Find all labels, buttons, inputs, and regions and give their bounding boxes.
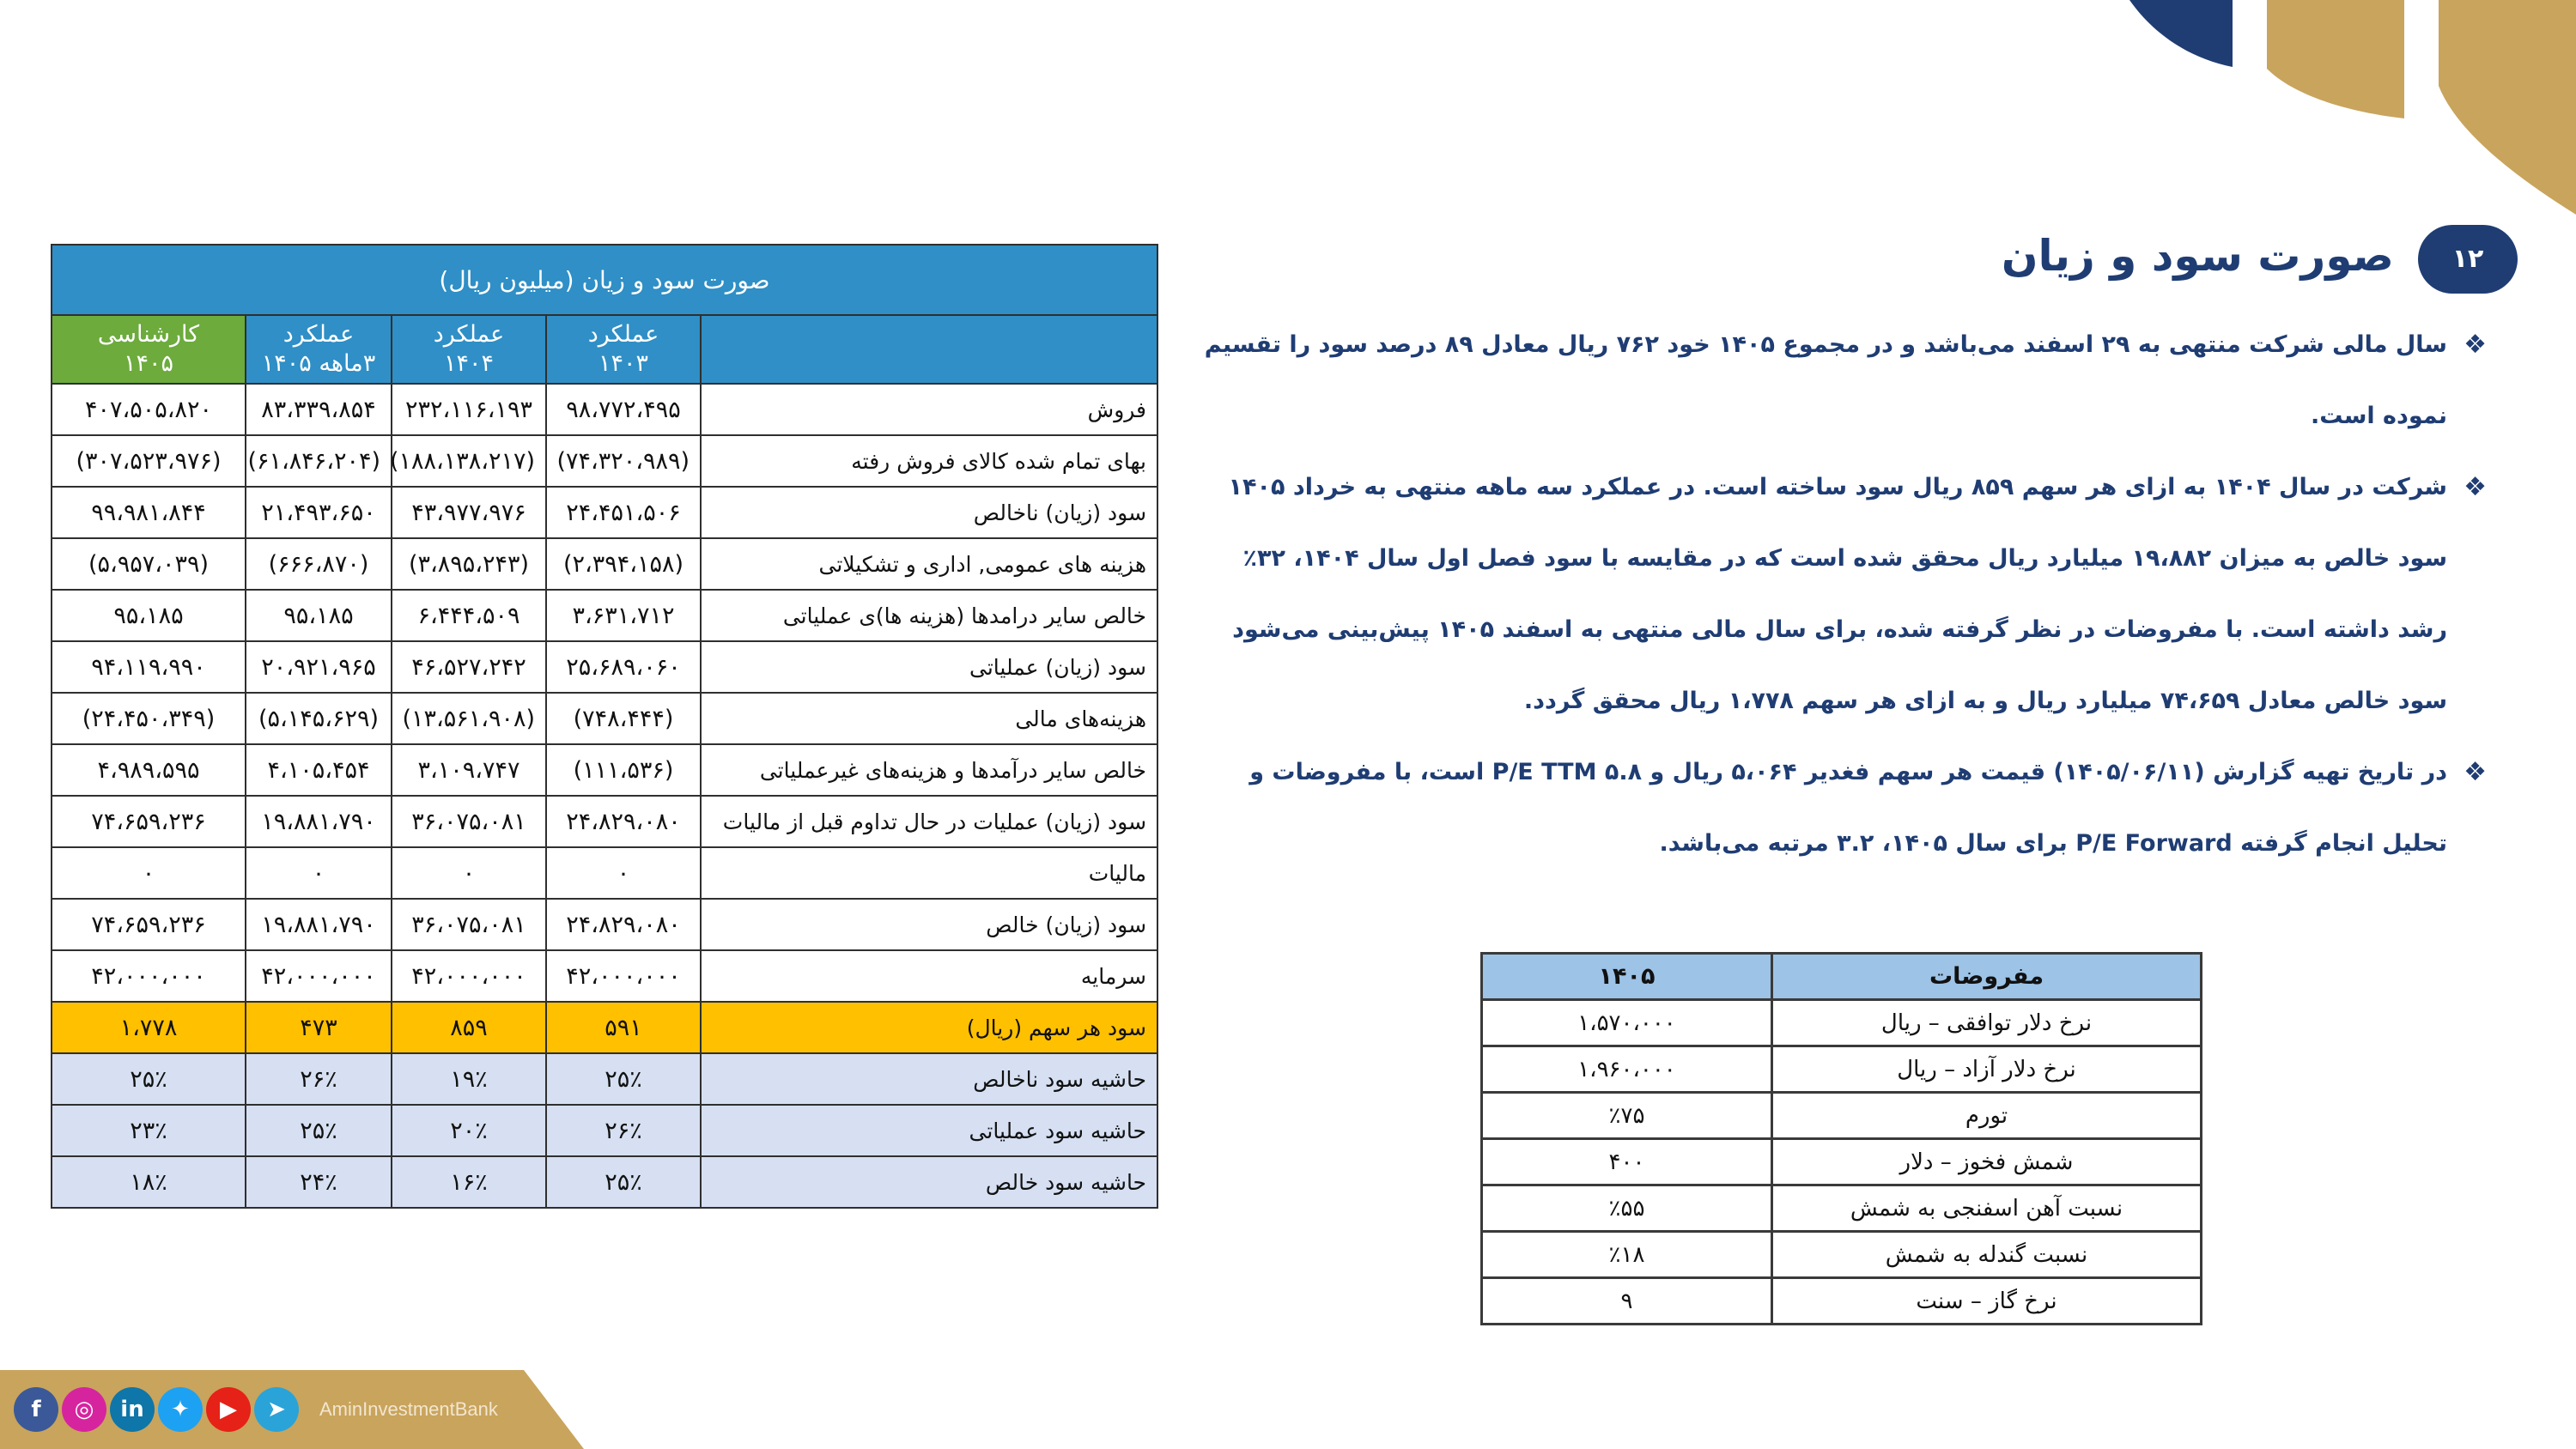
bullet-text: شرکت در سال ۱۴۰۴ به ازای هر سهم ۸۵۹ ریال سود ساخته است. در عملکرد سه ماهه منتهی به خرداد ۱۴۰۵ سود خالص به میزان ۱۹،۸۸۲ میلیارد ریال محقق شده است که در مقایسه با سود فصل اول سال ۱۴۰۴، ۳۲٪ رشد داشته است. با مفروضات در نظر گرفته شده، برای سال مالی منتهی به اسفند ۱۴۰۵ پیش‌بینی می‌شود سود خالص معادل ۷۴،۶۵۹ میلیارد ریال و به ازای هر سهم ۱،۷۷۸ ریال محقق گردد. bbox=[1228, 474, 2447, 714]
row-label: سود (زیان) خالص bbox=[701, 899, 1157, 950]
social-links bbox=[14, 1384, 498, 1435]
row-label: هزینه های عمومی, اداری و تشکیلاتی bbox=[701, 538, 1157, 590]
bullet-item bbox=[1194, 309, 2487, 452]
column-header-1404: عملکرد ۱۴۰۴ bbox=[392, 315, 546, 384]
table-row bbox=[52, 1156, 1157, 1208]
social-handle: AminInvestmentBank bbox=[319, 1398, 498, 1420]
value-cell: ۸۵۹ bbox=[392, 1002, 546, 1053]
table-row bbox=[52, 899, 1157, 950]
value-cell: ۴۲،۰۰۰،۰۰۰ bbox=[246, 950, 392, 1002]
assumption-row bbox=[1482, 1278, 2202, 1325]
table-row bbox=[52, 1053, 1157, 1105]
value-cell: ۴۲،۰۰۰،۰۰۰ bbox=[392, 950, 546, 1002]
column-header-1403: عملکرد ۱۴۰۳ bbox=[546, 315, 701, 384]
bullet-item bbox=[1194, 737, 2487, 879]
value-cell: ۰ bbox=[246, 847, 392, 899]
row-label: حاشیه سود ناخالص bbox=[701, 1053, 1157, 1105]
income-table-title: صورت سود و زیان (میلیون ریال) bbox=[52, 245, 1157, 315]
table-row bbox=[52, 590, 1157, 641]
assumption-label: تورم bbox=[1772, 1093, 2202, 1139]
row-label: سرمایه bbox=[701, 950, 1157, 1002]
row-label: حاشیه سود خالص bbox=[701, 1156, 1157, 1208]
row-label: بهای تمام شده کالای فروش رفته bbox=[701, 435, 1157, 487]
table-row bbox=[52, 435, 1157, 487]
value-cell: ۴۲،۰۰۰،۰۰۰ bbox=[546, 950, 701, 1002]
assumption-row bbox=[1482, 1185, 2202, 1232]
row-label: حاشیه سود عملیاتی bbox=[701, 1105, 1157, 1156]
value-cell: ۰ bbox=[546, 847, 701, 899]
assumption-row bbox=[1482, 1232, 2202, 1278]
value-cell: ۹۵،۱۸۵ bbox=[52, 590, 246, 641]
bullet-text: سال مالی شرکت منتهی به ۲۹ اسفند می‌باشد و در مجموع ۱۴۰۵ خود ۷۶۲ ریال معادل ۸۹ درصد سود را تقسیم نموده است. bbox=[1204, 331, 2447, 429]
value-cell: ۴۰۷،۵۰۵،۸۲۰ bbox=[52, 384, 246, 435]
page-header bbox=[1745, 221, 2518, 299]
value-cell: ۲۱،۴۹۳،۶۵۰ bbox=[246, 487, 392, 538]
telegram-icon[interactable]: ➤ bbox=[254, 1387, 299, 1432]
value-cell: ۲۴٪ bbox=[246, 1156, 392, 1208]
row-label: مالیات bbox=[701, 847, 1157, 899]
twitter-icon[interactable]: ✦ bbox=[158, 1387, 203, 1432]
table-row bbox=[52, 847, 1157, 899]
value-cell: (۱۸۸،۱۳۸،۲۱۷) bbox=[392, 435, 546, 487]
income-statement-table bbox=[51, 244, 1158, 1209]
value-cell: (۲۴،۴۵۰،۳۴۹) bbox=[52, 693, 246, 744]
value-cell: ۷۴،۶۵۹،۲۳۶ bbox=[52, 899, 246, 950]
value-cell: ۰ bbox=[52, 847, 246, 899]
value-cell: ۹۴،۱۱۹،۹۹۰ bbox=[52, 641, 246, 693]
value-cell: (۱۱۱،۵۳۶) bbox=[546, 744, 701, 796]
table-row bbox=[52, 487, 1157, 538]
row-label: هزینه‌های مالی bbox=[701, 693, 1157, 744]
table-row bbox=[52, 744, 1157, 796]
value-cell: ۲۵٪ bbox=[546, 1156, 701, 1208]
assumption-value: ٪۱۸ bbox=[1482, 1232, 1772, 1278]
value-cell: ۲۴،۸۲۹،۰۸۰ bbox=[546, 899, 701, 950]
diamond-bullet-icon: ❖ bbox=[2464, 472, 2487, 502]
value-cell: (۳،۸۹۵،۲۴۳) bbox=[392, 538, 546, 590]
value-cell: ۹۵،۱۸۵ bbox=[246, 590, 392, 641]
assumption-label: نرخ دلار آزاد – ریال bbox=[1772, 1046, 2202, 1093]
value-cell: ۴،۱۰۵،۴۵۴ bbox=[246, 744, 392, 796]
value-cell: ۱۹،۸۸۱،۷۹۰ bbox=[246, 796, 392, 847]
value-cell: ۲۶٪ bbox=[246, 1053, 392, 1105]
value-cell: ۲۴،۴۵۱،۵۰۶ bbox=[546, 487, 701, 538]
table-row bbox=[52, 538, 1157, 590]
value-cell: ۲۴،۸۲۹،۰۸۰ bbox=[546, 796, 701, 847]
value-cell: ۵۹۱ bbox=[546, 1002, 701, 1053]
table-row bbox=[52, 693, 1157, 744]
table-row bbox=[52, 384, 1157, 435]
row-label: خالص سایر درآمدها و هزینه‌های غیرعملیاتی bbox=[701, 744, 1157, 796]
table-row bbox=[52, 950, 1157, 1002]
page-number-badge: ۱۲ bbox=[2418, 225, 2518, 294]
table-row bbox=[52, 1002, 1157, 1053]
value-cell: (۲،۳۹۴،۱۵۸) bbox=[546, 538, 701, 590]
value-cell: ۴۷۳ bbox=[246, 1002, 392, 1053]
value-cell: ۲۰،۹۲۱،۹۶۵ bbox=[246, 641, 392, 693]
corner-decoration bbox=[2129, 0, 2576, 215]
assumption-value: ٪۵۵ bbox=[1482, 1185, 1772, 1232]
value-cell: ۴۶،۵۲۷،۲۴۲ bbox=[392, 641, 546, 693]
value-cell: ۲۵،۶۸۹،۰۶۰ bbox=[546, 641, 701, 693]
assumption-label: شمش فخوز – دلار bbox=[1772, 1139, 2202, 1185]
page-title: صورت سود و زیان bbox=[2001, 231, 2394, 281]
assumption-label: نرخ گاز – سنت bbox=[1772, 1278, 2202, 1325]
table-row bbox=[52, 1105, 1157, 1156]
value-cell: ۲۳۲،۱۱۶،۱۹۳ bbox=[392, 384, 546, 435]
row-label: خالص سایر درامدها (هزینه ها)ی عملیاتی bbox=[701, 590, 1157, 641]
value-cell: ۷۴،۶۵۹،۲۳۶ bbox=[52, 796, 246, 847]
assumptions-table bbox=[1480, 952, 2202, 1325]
assumption-row bbox=[1482, 1000, 2202, 1046]
value-cell: ۱،۷۷۸ bbox=[52, 1002, 246, 1053]
assumption-label: نسبت آهن اسفنجی به شمش bbox=[1772, 1185, 2202, 1232]
value-cell: (۷۴،۳۲۰،۹۸۹) bbox=[546, 435, 701, 487]
facebook-icon[interactable]: f bbox=[14, 1387, 58, 1432]
assumption-value: ۴۰۰ bbox=[1482, 1139, 1772, 1185]
diamond-bullet-icon: ❖ bbox=[2464, 330, 2487, 360]
value-cell: ۲۳٪ bbox=[52, 1105, 246, 1156]
assumption-value: ٪۷۵ bbox=[1482, 1093, 1772, 1139]
value-cell: ۹۹،۹۸۱،۸۴۴ bbox=[52, 487, 246, 538]
value-cell: ۳۶،۰۷۵،۰۸۱ bbox=[392, 796, 546, 847]
value-cell: ۳۶،۰۷۵،۰۸۱ bbox=[392, 899, 546, 950]
value-cell: ۸۳،۳۳۹،۸۵۴ bbox=[246, 384, 392, 435]
bullet-item bbox=[1194, 452, 2487, 737]
value-cell: (۵،۹۵۷،۰۳۹) bbox=[52, 538, 246, 590]
value-cell: (۶۱،۸۴۶،۲۰۴) bbox=[246, 435, 392, 487]
value-cell: (۷۴۸،۴۴۴) bbox=[546, 693, 701, 744]
value-cell: ۰ bbox=[392, 847, 546, 899]
column-header-expert-1405: کارشناسی ۱۴۰۵ bbox=[52, 315, 246, 384]
row-label: سود (زیان) عملیاتی bbox=[701, 641, 1157, 693]
assumption-label: نرخ دلار توافقی – ریال bbox=[1772, 1000, 2202, 1046]
instagram-icon[interactable]: ◎ bbox=[62, 1387, 106, 1432]
bullet-text: در تاریخ تهیه گزارش (۱۴۰۵/۰۶/۱۱) قیمت هر سهم فغدیر ۵،۰۶۴ ریال و P/E TTM ۵.۸ است، با مفروضات و تحلیل انجام گرفته P/E Forward برای سال ۱۴۰۵، ۳.۲ مرتبه می‌باشد. bbox=[1249, 759, 2447, 857]
assumptions-header-year: ۱۴۰۵ bbox=[1482, 954, 1772, 1000]
value-cell: ۴۳،۹۷۷،۹۷۶ bbox=[392, 487, 546, 538]
value-cell: (۳۰۷،۵۲۳،۹۷۶) bbox=[52, 435, 246, 487]
diamond-bullet-icon: ❖ bbox=[2464, 757, 2487, 787]
assumption-row bbox=[1482, 1093, 2202, 1139]
assumption-row bbox=[1482, 1139, 2202, 1185]
value-cell: ۹۸،۷۷۲،۴۹۵ bbox=[546, 384, 701, 435]
assumption-value: ۱،۵۷۰،۰۰۰ bbox=[1482, 1000, 1772, 1046]
column-header-3m-1405: عملکرد ۳ماهه ۱۴۰۵ bbox=[246, 315, 392, 384]
value-cell: ۱۸٪ bbox=[52, 1156, 246, 1208]
value-cell: ۲۰٪ bbox=[392, 1105, 546, 1156]
value-cell: ۴۲،۰۰۰،۰۰۰ bbox=[52, 950, 246, 1002]
value-cell: ۱۶٪ bbox=[392, 1156, 546, 1208]
assumption-row bbox=[1482, 1046, 2202, 1093]
header-label-cell bbox=[701, 315, 1157, 384]
value-cell: ۲۵٪ bbox=[246, 1105, 392, 1156]
value-cell: (۵،۱۴۵،۶۲۹) bbox=[246, 693, 392, 744]
value-cell: ۶،۴۴۴،۵۰۹ bbox=[392, 590, 546, 641]
value-cell: ۱۹،۸۸۱،۷۹۰ bbox=[246, 899, 392, 950]
assumptions-header-label: مفروضات bbox=[1772, 954, 2202, 1000]
row-label: فروش bbox=[701, 384, 1157, 435]
row-label: سود هر سهم (ریال) bbox=[701, 1002, 1157, 1053]
table-row bbox=[52, 796, 1157, 847]
row-label: سود (زیان) عملیات در حال تداوم قبل از مالیات bbox=[701, 796, 1157, 847]
assumption-value: ۱،۹۶۰،۰۰۰ bbox=[1482, 1046, 1772, 1093]
value-cell: ۲۶٪ bbox=[546, 1105, 701, 1156]
linkedin-icon[interactable]: in bbox=[110, 1387, 155, 1432]
value-cell: ۲۵٪ bbox=[52, 1053, 246, 1105]
row-label: سود (زیان) ناخالص bbox=[701, 487, 1157, 538]
value-cell: ۲۵٪ bbox=[546, 1053, 701, 1105]
value-cell: ۳،۶۳۱،۷۱۲ bbox=[546, 590, 701, 641]
assumption-value: ۹ bbox=[1482, 1278, 1772, 1325]
bullet-list bbox=[1194, 309, 2487, 879]
value-cell: (۱۳،۵۶۱،۹۰۸) bbox=[392, 693, 546, 744]
value-cell: ۴،۹۸۹،۵۹۵ bbox=[52, 744, 246, 796]
value-cell: ۱۹٪ bbox=[392, 1053, 546, 1105]
assumption-label: نسبت گندله به شمش bbox=[1772, 1232, 2202, 1278]
value-cell: (۶۶۶،۸۷۰) bbox=[246, 538, 392, 590]
table-row bbox=[52, 641, 1157, 693]
youtube-icon[interactable]: ▶ bbox=[206, 1387, 251, 1432]
value-cell: ۳،۱۰۹،۷۴۷ bbox=[392, 744, 546, 796]
